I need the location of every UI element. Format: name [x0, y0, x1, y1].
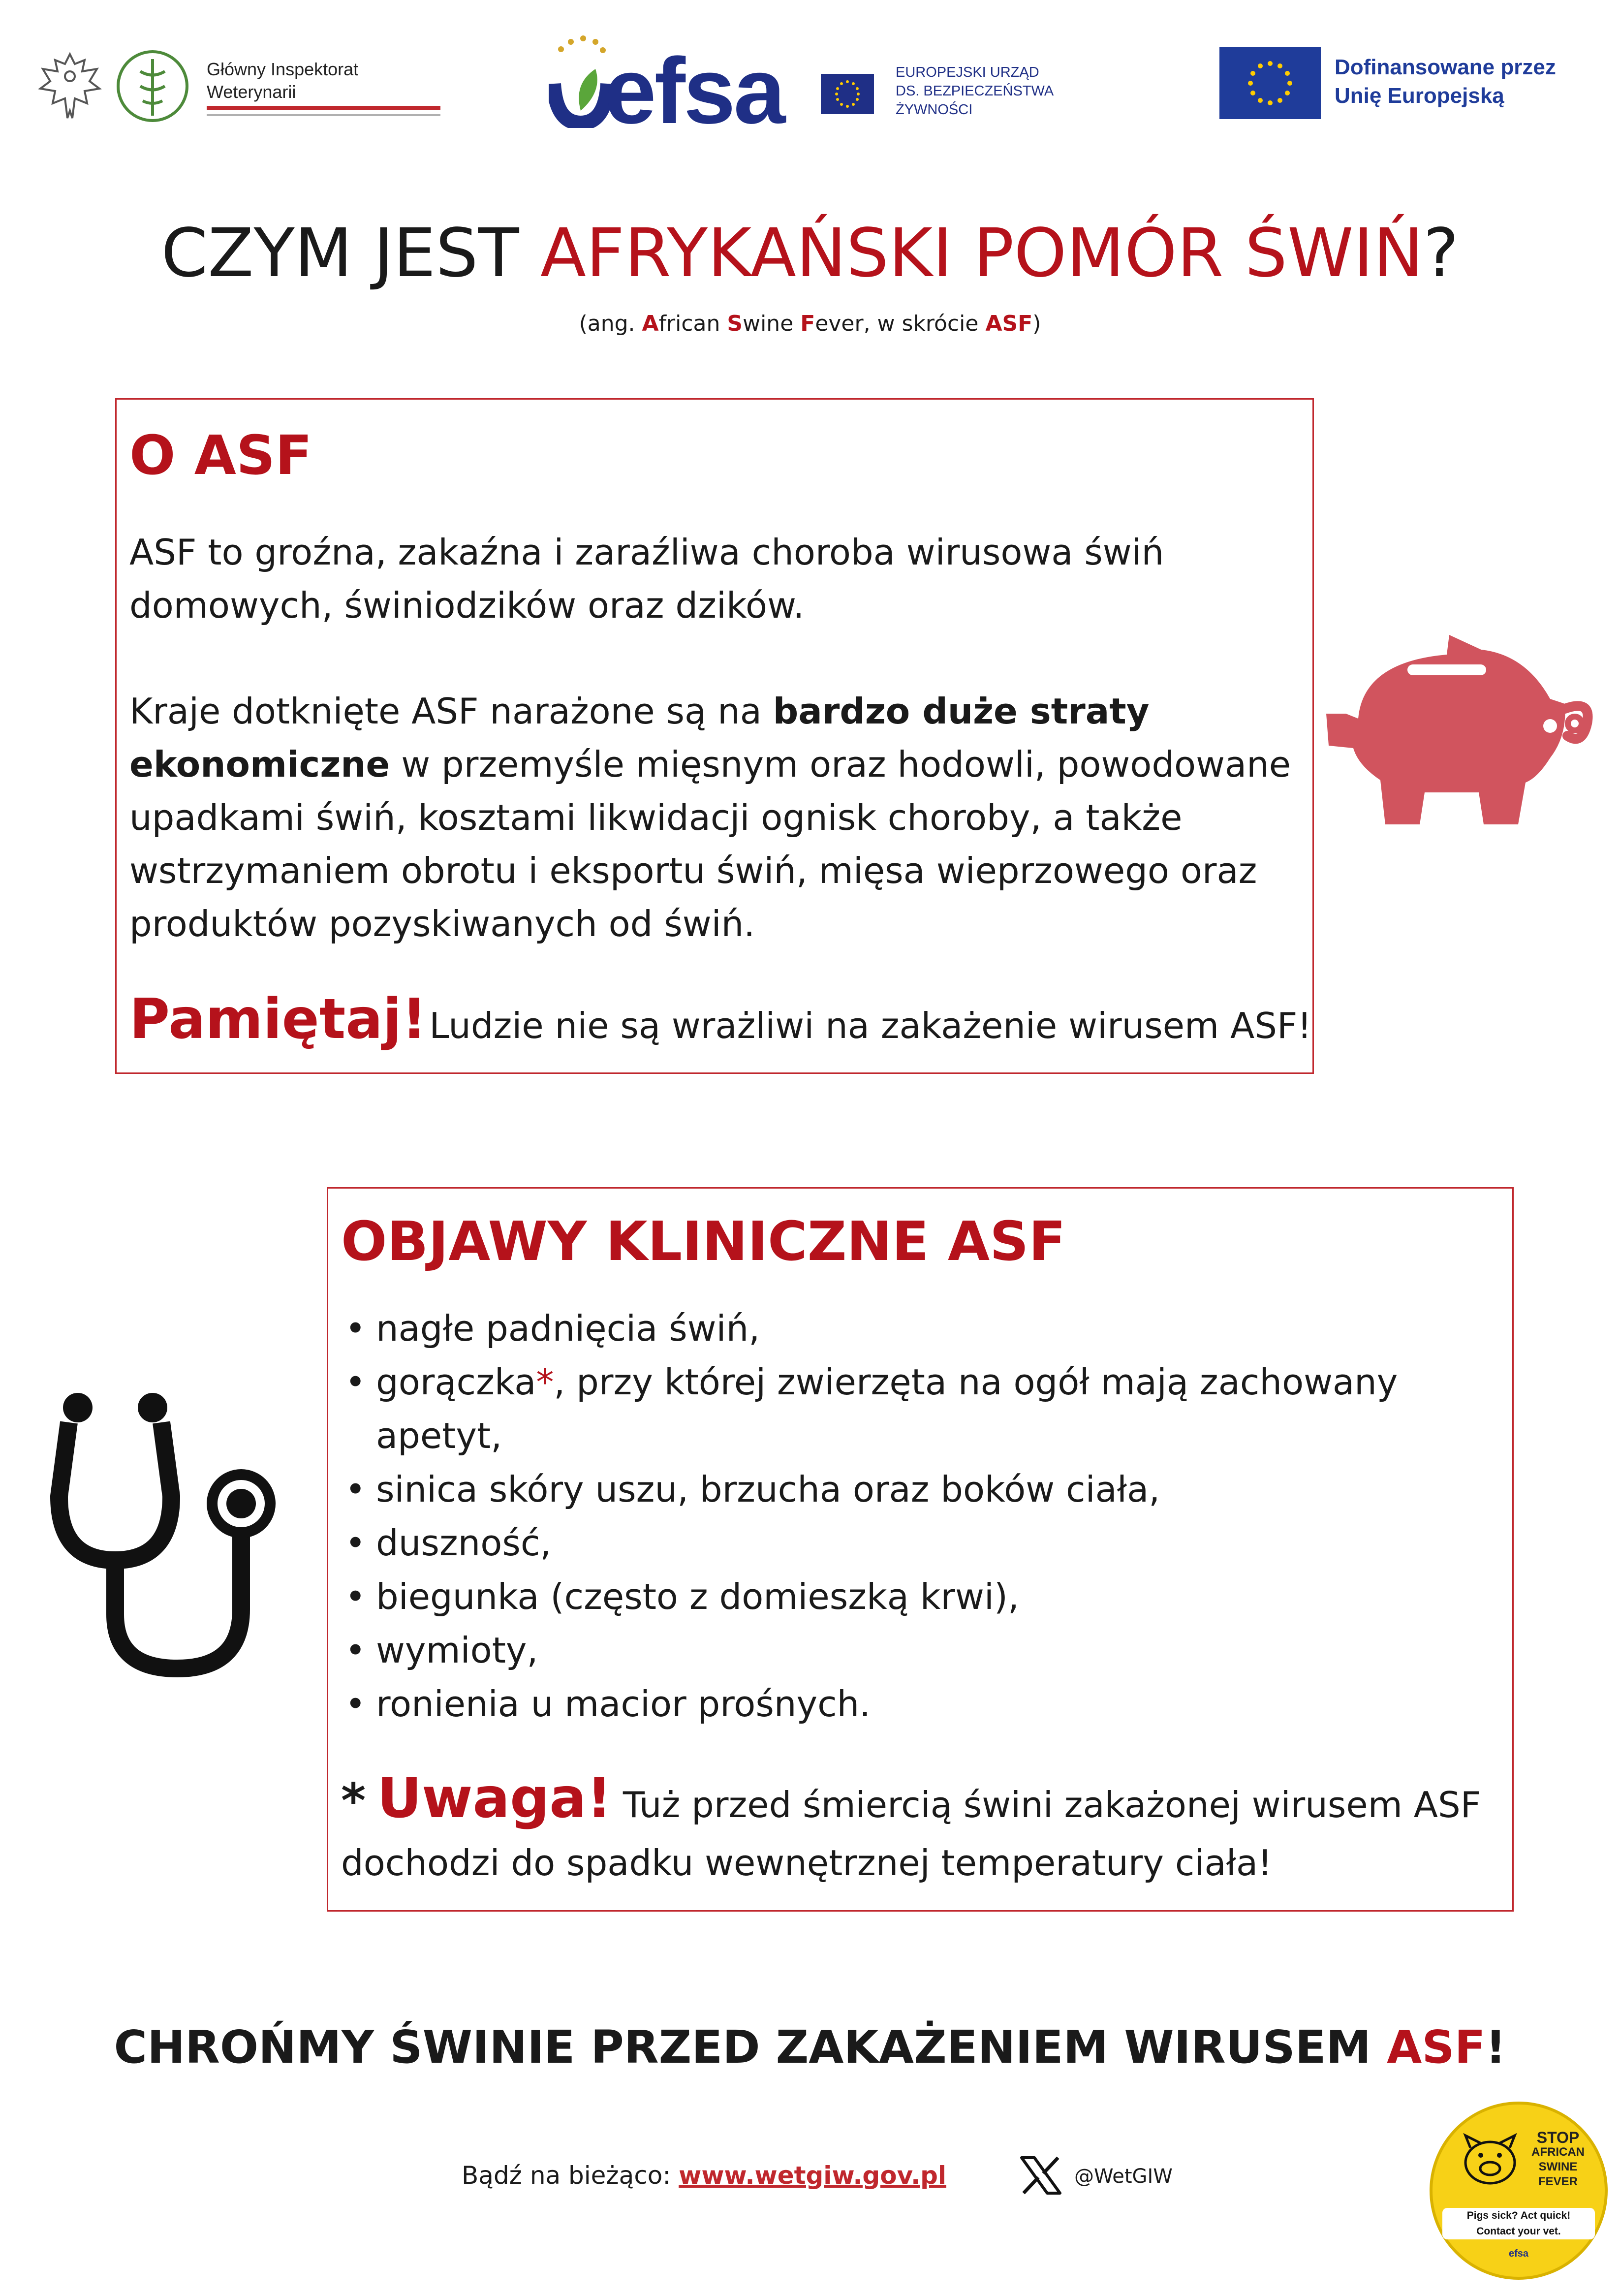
stop-asf-badge — [1430, 2102, 1608, 2280]
about-para2 — [129, 685, 1291, 950]
subtitle-wine: wine — [743, 311, 801, 336]
badge-line2: AFRICAN — [1531, 2145, 1585, 2159]
badge-text — [1521, 2130, 1595, 2189]
badge-line6: Contact your vet. — [1476, 2226, 1561, 2237]
badge-line1: STOP — [1536, 2129, 1580, 2146]
remember-label: Pamiętaj! — [129, 987, 427, 1051]
fever-rest: , przy której zwierzęta na ogół mają zachowany apetyt, — [376, 1361, 1398, 1456]
fever-label: gorączka — [376, 1361, 536, 1403]
symptom-item: • nagłe padnięcia świń, — [339, 1302, 1491, 1355]
about-para2-bold: bardzo duże straty ekonomiczne — [129, 691, 1150, 785]
efsa-subtitle — [896, 63, 1054, 119]
about-asf-box — [115, 398, 1314, 1074]
about-para2-pre: Kraje dotknięte ASF narażone są na — [129, 691, 773, 732]
subtitle-a: A — [642, 311, 659, 336]
giw-red-rule — [207, 106, 440, 110]
symptoms-list — [339, 1302, 1491, 1731]
badge-line5: Pigs sick? Act quick! — [1466, 2210, 1571, 2221]
title-part2: AFRYKAŃSKI POMÓR ŚWIŃ — [540, 215, 1424, 292]
stethoscope-icon — [39, 1383, 295, 1698]
subtitle-ever: ever, w skrócie — [815, 311, 986, 336]
badge-line3: SWINE — [1538, 2160, 1578, 2173]
giw-name — [207, 58, 358, 103]
subtitle-f: F — [800, 311, 815, 336]
remember-text: Ludzie nie są wrażliwi na zakażenie wirusem ASF! — [429, 1005, 1312, 1046]
symptom-item: • sinica skóry uszu, brzucha oraz boków ciała, — [339, 1463, 1491, 1516]
piggy-bank-icon — [1319, 625, 1594, 832]
badge-pig-icon — [1458, 2133, 1522, 2187]
symptom-item: • biegunka (często z domieszką krwi), — [339, 1570, 1491, 1624]
symptom-item: • wymioty, — [339, 1624, 1491, 1677]
eu-funding-note — [1335, 53, 1556, 110]
slogan-asf: ASF — [1387, 2021, 1486, 2074]
giw-name-line2: Weterynarii — [207, 82, 296, 102]
subtitle-pre: (ang. — [579, 311, 642, 336]
subtitle-asf: ASF — [985, 311, 1033, 336]
efsa-sub-line1: EUROPEJSKI URZĄD — [896, 64, 1039, 80]
stay-label: Bądź na bieżąco: — [462, 2161, 679, 2190]
x-logo-icon[interactable] — [1019, 2156, 1063, 2195]
about-para2-post: w przemyśle mięsnym oraz hodowli, powodowane upadkami świń, kosztami likwidacji ognisk choroby, a także wstrzymaniem obrotu i eksportu świń, mięsa wieprzowego oraz produktów pozyskiwanych od świń. — [129, 744, 1291, 944]
website-link[interactable]: www.wetgiw.gov.pl — [679, 2161, 947, 2190]
fever-star: * — [536, 1361, 554, 1403]
efsa-logo-text: efsa — [604, 39, 784, 143]
remember-line — [129, 987, 1311, 1058]
efsa-sub-line3: ŻYWNOŚCI — [896, 102, 973, 118]
subtitle-s: S — [727, 311, 743, 336]
warning-label: Uwaga! — [377, 1766, 612, 1830]
title-part3: ? — [1423, 215, 1459, 292]
subtitle-post: ) — [1032, 311, 1041, 336]
about-heading: O ASF — [129, 424, 312, 487]
eu-funding-line2: Unię Europejską — [1335, 84, 1504, 108]
giw-name-line1: Główny Inspektorat — [207, 59, 359, 79]
giw-caduceus-icon — [113, 47, 192, 126]
slogan-post: ! — [1485, 2021, 1506, 2074]
symptom-item: • ronienia u macior prośnych. — [339, 1677, 1491, 1731]
symptoms-heading: OBJAWY KLINICZNE ASF — [341, 1210, 1066, 1273]
stay-updated — [462, 2158, 946, 2193]
efsa-eu-flag-icon — [821, 74, 874, 114]
warning-note — [341, 1766, 1493, 1892]
x-handle[interactable]: @WetGIW — [1074, 2165, 1173, 2188]
warning-star: * — [341, 1773, 366, 1828]
slogan-pre: CHROŃMY ŚWINIE PRZED ZAKAŻENIEM WIRUSEM — [114, 2021, 1387, 2074]
page-subtitle — [0, 309, 1620, 339]
slogan — [0, 2020, 1620, 2075]
symptoms-box — [327, 1187, 1514, 1912]
efsa-sub-line2: DS. BEZPIECZEŃSTWA — [896, 83, 1054, 99]
symptom-item-fever — [339, 1355, 1491, 1463]
badge-line4: FEVER — [1538, 2175, 1578, 2188]
efsa-logo-icon — [549, 30, 613, 128]
eu-flag-icon — [1219, 47, 1321, 119]
title-part1: CZYM JEST — [161, 215, 540, 292]
polish-eagle-emblem-icon — [35, 49, 104, 123]
about-para1: ASF to groźna, zakaźna i zaraźliwa choroba wirusowa świń domowych, świniodzików oraz dzików. — [129, 532, 1164, 626]
page-title — [0, 217, 1620, 290]
subtitle-frican: frican — [658, 311, 727, 336]
giw-grey-rule — [207, 114, 440, 116]
symptom-item: • duszność, — [339, 1516, 1491, 1570]
warning-text: Tuż przed śmiercią świni zakażonej wirusem ASF dochodzi do spadku wewnętrznej temperatury ciała! — [341, 1784, 1481, 1884]
badge-callout — [1442, 2208, 1595, 2239]
badge-efsa-logo: efsa — [1508, 2248, 1529, 2259]
eu-funding-line1: Dofinansowane przez — [1335, 55, 1556, 79]
